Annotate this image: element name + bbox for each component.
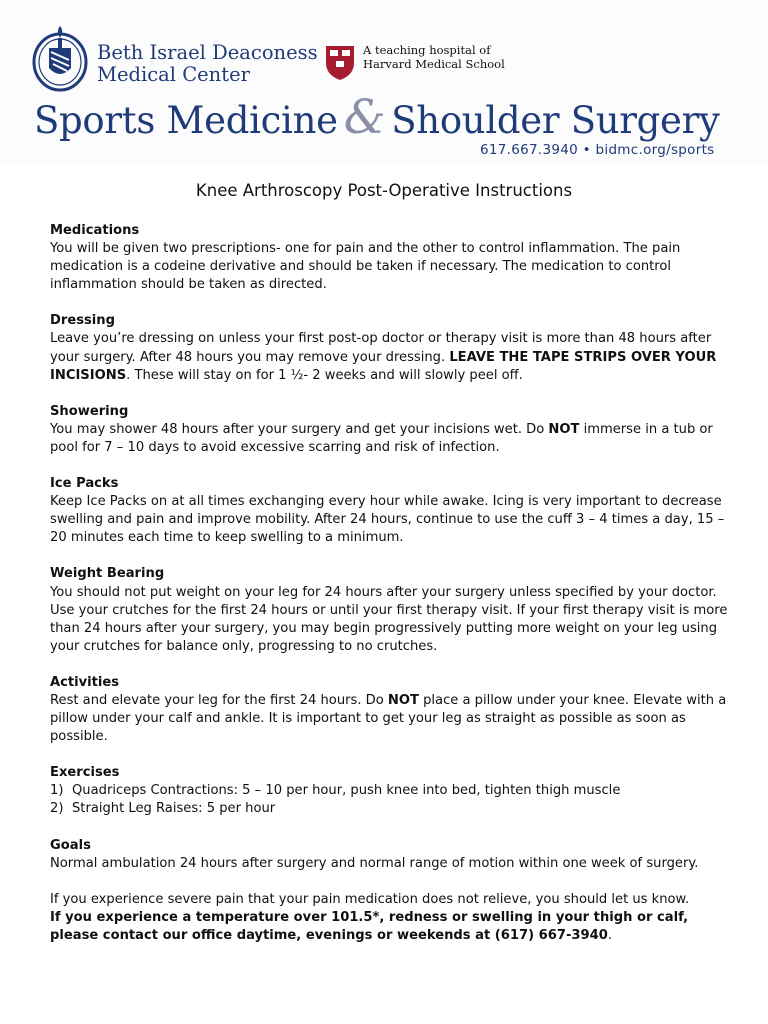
department-name-part1: Sports Medicine	[34, 99, 338, 142]
section-heading: Activities	[50, 674, 120, 690]
text-after: immerse in a tub or pool for 7 – 10 days to avoid excessive scarring and risk of infection.	[50, 421, 713, 455]
emphasis-text: LEAVE THE TAPE STRIPS OVER YOUR INCISIONS	[50, 349, 717, 383]
section-exercises	[50, 764, 740, 818]
section-heading: Medications	[50, 223, 140, 238]
section-heading: Weight Bearing	[50, 566, 165, 582]
list-item	[50, 800, 740, 818]
org-name-line2: Medical Center	[97, 63, 250, 86]
section-heading: Dressing	[50, 313, 115, 329]
bidmc-shield-logo-icon	[30, 22, 90, 94]
section-ice-packs	[50, 475, 740, 547]
section-showering	[50, 403, 740, 457]
list-number: 2)	[50, 801, 64, 817]
text-before: Leave you’re dressing on unless your first post-op doctor or therapy visit is more than 48 hours after your surgery. After 48 hours you may remove your dressing.	[50, 331, 712, 365]
emphasis-text: NOT	[548, 421, 580, 437]
section-medications	[50, 222, 740, 294]
closing-notice	[50, 891, 740, 945]
section-heading: Goals	[50, 837, 91, 853]
department-name-part2: Shoulder Surgery	[391, 99, 720, 142]
list-number: 1)	[50, 783, 64, 799]
text-before: You may shower 48 hours after your surgery and get your incisions wet. Do	[50, 421, 549, 437]
section-activities	[50, 674, 740, 746]
department-ampersand: &	[343, 90, 386, 145]
section-weight-bearing	[50, 565, 740, 655]
department-banner	[34, 90, 724, 145]
list-item-text: Quadriceps Contractions: 5 – 10 per hour, push knee into bed, tighten thigh muscle	[72, 783, 621, 799]
section-heading: Showering	[50, 403, 129, 419]
section-heading: Exercises	[50, 765, 120, 781]
text-after: place a pillow under your knee. Elevate with a pillow under your calf and ankle. It is important to get your leg as straight as possible as soon as possible.	[50, 692, 727, 745]
list-item-text: Straight Leg Raises: 5 per hour	[72, 801, 276, 817]
warning-end: .	[607, 927, 613, 943]
harvard-affiliation	[363, 43, 505, 71]
document-title: Knee Arthroscopy Post-Operative Instructions	[195, 181, 573, 200]
section-dressing	[50, 312, 740, 384]
section-text	[50, 421, 740, 457]
text-before: Rest and elevate your leg for the first 24 hours. Do	[50, 692, 388, 708]
list-item	[50, 782, 740, 800]
affiliation-line2: Harvard Medical School	[363, 57, 505, 71]
letterhead	[0, 0, 768, 165]
closing-warning	[50, 909, 740, 945]
affiliation-line1: A teaching hospital of	[363, 43, 491, 57]
section-text	[50, 692, 740, 746]
instructions-body	[50, 222, 740, 945]
section-text: Keep Ice Packs on at all times exchanging every hour while awake. Icing is very important to decrease swelling and pain and improve mobility. After 24 hours, continue to use the cuff 3 – 4 times a day, 15 – 20 minutes each time to keep swelling to a minimum.	[50, 494, 725, 546]
closing-line: If you experience severe pain that your pain medication does not relieve, you should let us know.	[50, 891, 690, 907]
exercise-list	[50, 782, 740, 818]
section-text: Normal ambulation 24 hours after surgery and normal range of motion within one week of surgery.	[50, 855, 699, 871]
contact-info: 617.667.3940 • bidmc.org/sports	[480, 142, 715, 158]
emphasis-text: NOT	[387, 692, 419, 708]
section-goals	[50, 837, 740, 873]
warning-text: If you experience a temperature over 101.5*, redness or swelling in your thigh or calf, please contact our office daytime, evenings or weekends at (617) 667-3940	[50, 909, 689, 943]
section-text: You should not put weight on your leg for 24 hours after your surgery unless specified by your doctor. Use your crutches for the first 24 hours or until your first therapy visit. If your first therapy visit is more than 24 hours after your surgery, you may begin progressively putting more weight on your leg using your crutches for balance only, progressing to no crutches.	[50, 584, 728, 654]
harvard-shield-icon	[325, 45, 355, 81]
section-text: You will be given two prescriptions- one for pain and the other to control inflammation. The pain medication is a codeine derivative and should be taken if necessary. The medication to control inflammation should be taken as directed.	[50, 241, 681, 293]
section-heading: Ice Packs	[50, 476, 119, 492]
section-text	[50, 330, 740, 384]
organization-name	[97, 42, 318, 86]
text-after: . These will stay on for 1 ½- 2 weeks and will slowly peel off.	[126, 367, 523, 383]
org-name-line1: Beth Israel Deaconess	[97, 41, 318, 64]
